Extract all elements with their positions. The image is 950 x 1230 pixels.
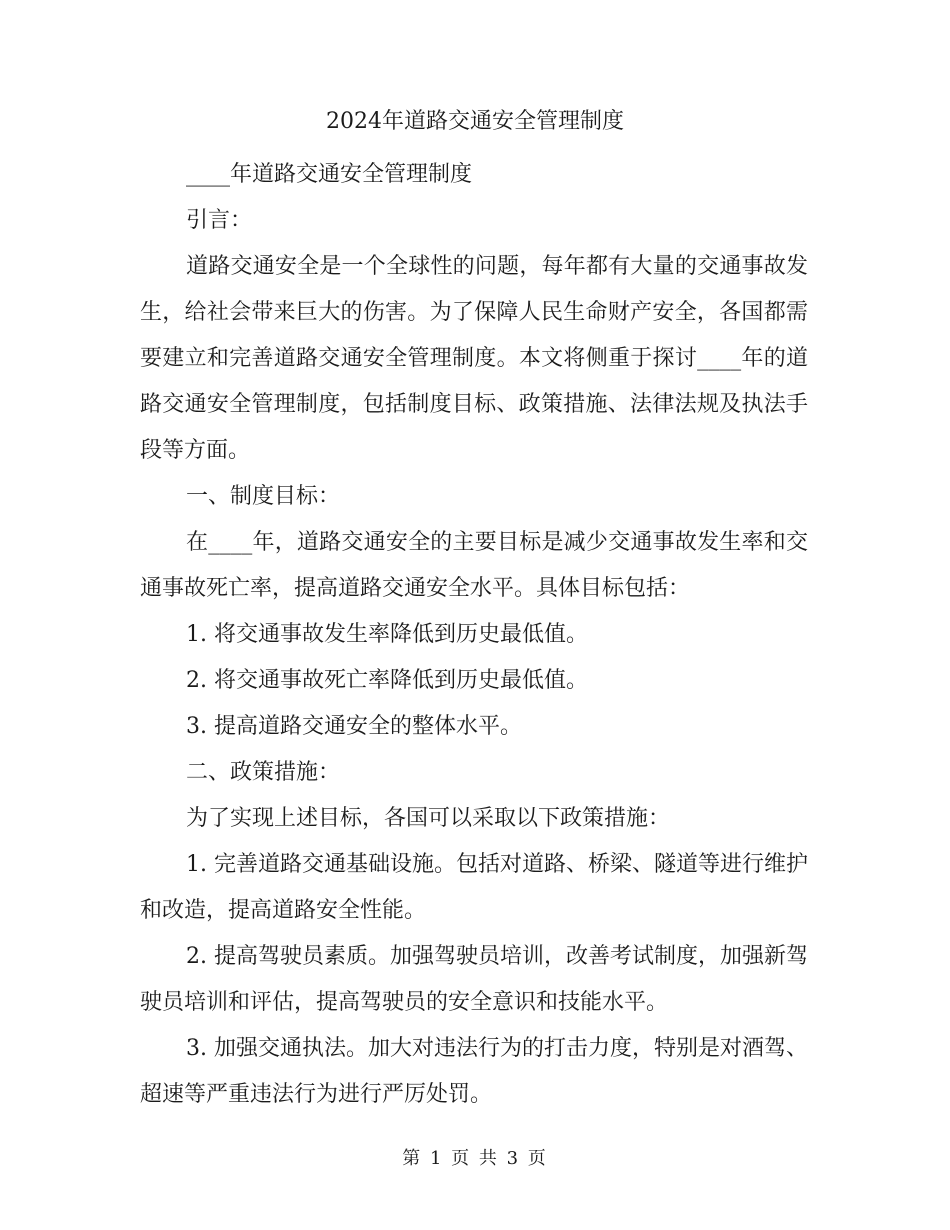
list-item-goal-1: 1. 将交通事故发生率降低到历史最低值。: [186, 622, 588, 647]
paragraph-goals: 在____年，道路交通安全的主要目标是减少交通事故发生率和交通事故死亡率，提高道路交通安全水平。具体目标包括：: [140, 530, 808, 601]
paragraph-subtitle: ____年道路交通安全管理制度: [186, 162, 473, 187]
list-item-goal-3: 3. 提高道路交通安全的整体水平。: [186, 714, 522, 739]
paragraph-intro-heading: 引言：: [186, 208, 253, 233]
list-item-policy-1: 1. 完善道路交通基础设施。包括对道路、桥梁、隧道等进行维护和改造，提高道路安全性能。: [140, 852, 808, 923]
page-footer: 第 1 页 共 3 页: [402, 1148, 548, 1169]
section-heading-policies: 二、政策措施：: [186, 760, 341, 785]
list-item-policy-2: 2. 提高驾驶员素质。加强驾驶员培训，改善考试制度，加强新驾驶员培训和评估，提高驾驶员的安全意识和技能水平。: [140, 944, 808, 1015]
document-body: [140, 152, 808, 1118]
document-title: 2024年道路交通安全管理制度: [326, 109, 624, 134]
paragraph-intro: 道路交通安全是一个全球性的问题，每年都有大量的交通事故发生，给社会带来巨大的伤害。为了保障人民生命财产安全，各国都需要建立和完善道路交通安全管理制度。本文将侧重于探讨____年的道路交通安全管理制度，包括制度目标、政策措施、法律法规及执法手段等方面。: [140, 254, 808, 463]
list-item-policy-3: 3. 加强交通执法。加大对违法行为的打击力度，特别是对酒驾、超速等严重违法行为进行严厉处罚。: [140, 1036, 808, 1107]
paragraph-policies: 为了实现上述目标，各国可以采取以下政策措施：: [186, 806, 671, 831]
list-item-goal-2: 2. 将交通事故死亡率降低到历史最低值。: [186, 668, 588, 693]
section-heading-goals: 一、制度目标：: [186, 484, 341, 509]
